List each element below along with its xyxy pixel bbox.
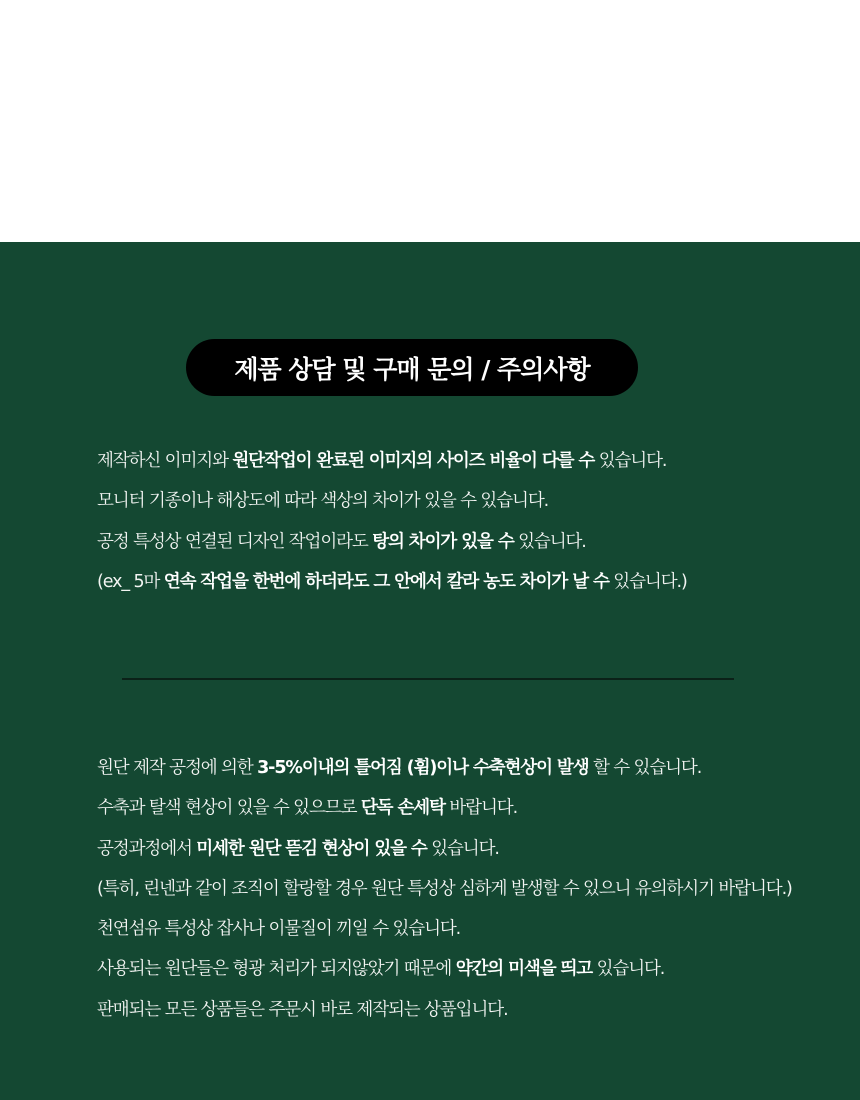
notice-group-fabric bbox=[97, 757, 792, 1039]
section-title: 제품 상담 및 구매 문의 / 주의사항 bbox=[234, 354, 590, 384]
notice-line: 천연섬유 특성상 잡사나 이물질이 끼일 수 있습니다. bbox=[97, 919, 461, 940]
notice-line: 수축과 탈색 현상이 있을 수 있으므로 단독 손세탁 바랍니다. bbox=[97, 798, 518, 819]
section-divider bbox=[122, 678, 734, 680]
notice-line: (ex_ 5마 연속 작업을 한번에 하더라도 그 안에서 칼라 농도 차이가 날 수 있습니다.) bbox=[97, 571, 687, 592]
notice-line: 공정과정에서 미세한 원단 뜯김 현상이 있을 수 있습니다. bbox=[97, 838, 499, 859]
section-title-badge bbox=[186, 339, 638, 396]
notice-panel bbox=[0, 242, 860, 1100]
notice-line: 모니터 기종이나 해상도에 따라 색상의 차이가 있을 수 있습니다. bbox=[97, 491, 549, 512]
notice-line: 사용되는 원단들은 형광 처리가 되지않았기 때문에 약간의 미색을 띄고 있습니다. bbox=[97, 959, 665, 980]
notice-group-print bbox=[97, 450, 687, 611]
top-blank-area bbox=[0, 0, 860, 242]
notice-line: 제작하신 이미지와 원단작업이 완료된 이미지의 사이즈 비율이 다를 수 있습니다. bbox=[97, 451, 667, 471]
notice-line: 원단 제작 공정에 의한 3-5%이내의 틀어짐 (휨)이나 수축현상이 발생 할 수 있습니다. bbox=[97, 758, 702, 778]
notice-line: 판매되는 모든 상품들은 주문시 바로 제작되는 상품입니다. bbox=[97, 999, 508, 1020]
notice-line: (특히, 린넨과 같이 조직이 할랑할 경우 원단 특성상 심하게 발생할 수 있으니 유의하시기 바랍니다.) bbox=[97, 878, 792, 899]
notice-line: 공정 특성상 연결된 디자인 작업이라도 탕의 차이가 있을 수 있습니다. bbox=[97, 531, 586, 552]
